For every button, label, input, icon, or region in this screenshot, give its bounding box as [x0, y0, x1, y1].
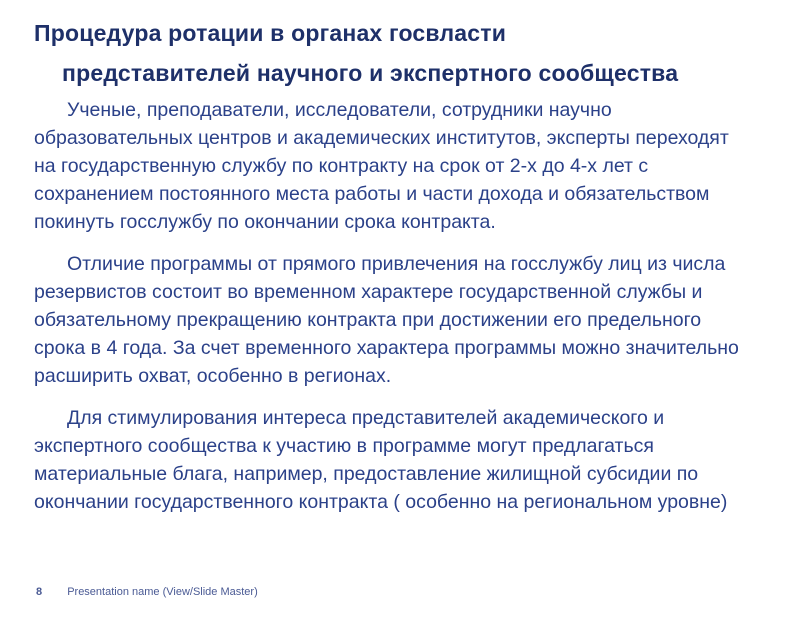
text-line: покинуть госслужбу по окончании срока контракта.	[34, 211, 496, 233]
slide-footer	[36, 586, 258, 598]
text-line: экспертного сообщества к участию в программе могут предлагаться	[34, 435, 654, 457]
text-line: Ученые, преподаватели, исследователи, сотрудники научно	[67, 99, 612, 121]
paragraph-program-difference	[34, 250, 784, 390]
text-line: образовательных центров и академических институтов, эксперты переходят	[34, 127, 729, 149]
paragraph-incentives	[34, 404, 784, 516]
text-line: резервистов состоит во временном характере государственной службы и	[34, 281, 703, 303]
slide-title-line-2: представителей научного и экспертного сообщества	[62, 60, 679, 86]
text-line: сохранением постоянного места работы и части дохода и обязательством	[34, 183, 710, 205]
page-number: 8	[36, 586, 43, 598]
text-line: материальные блага, например, предоставление жилищной субсидии по	[34, 463, 699, 485]
text-line: окончании государственного контракта ( особенно на региональном уровне)	[34, 491, 728, 513]
text-line: обязательному прекращению контракта при достижении его предельного	[34, 309, 702, 331]
text-line: расширить охват, особенно в регионах.	[34, 365, 392, 387]
slide-title-line-1: Процедура ротации в органах госвласти	[34, 20, 507, 46]
footer-text: Presentation name (View/Slide Master)	[67, 586, 258, 598]
paragraph-rotation-procedure	[34, 96, 784, 236]
text-line: Отличие программы от прямого привлечения на госслужбу лиц из числа	[67, 253, 726, 275]
text-line: Для стимулирования интереса представителей академического и	[67, 407, 665, 429]
text-line: срока в 4 года. За счет временного характера программы можно значительно	[34, 337, 739, 359]
slide-body	[34, 96, 784, 516]
text-line: на государственную службу по контракту на срок от 2-х до 4-х лет с	[34, 155, 649, 177]
slide-title	[34, 13, 678, 93]
